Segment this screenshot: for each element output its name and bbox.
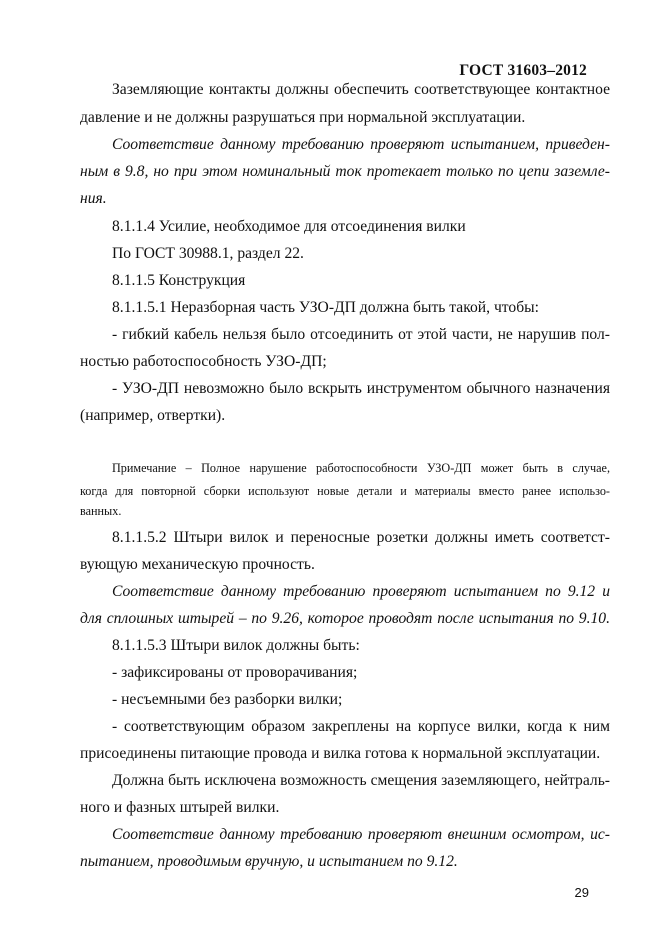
text-line: ного и фазных штырей вилки.	[80, 799, 280, 816]
text-line: 8.1.1.5.1 Неразборная часть УЗО-ДП должна быть такой, чтобы:	[112, 299, 539, 316]
text-line: 8.1.1.5.3 Штыри вилок должны быть:	[112, 637, 360, 654]
text-line: Заземляющие контакты должны обеспечить соответствующее контактное	[112, 81, 610, 98]
page-number: 29	[574, 885, 589, 900]
text-line: - УЗО-ДП невозможно было вскрыть инструментом обычного назначения	[112, 380, 610, 397]
text-line: 8.1.1.5 Конструкция	[112, 272, 246, 289]
text-line: присоединены питающие провода и вилка готова к нормальной эксплуатации.	[80, 745, 601, 762]
text-line: - зафиксированы от проворачивания;	[112, 664, 358, 681]
text-line: - соответствующим образом закреплены на корпусе вилки, когда к ним	[112, 718, 610, 735]
text-line: ностью работоспособность УЗО-ДП;	[80, 353, 327, 370]
text-line: вующую механическую прочность.	[80, 556, 315, 573]
text-line: Соответствие данному требованию проверяют испытанием, приведен-	[112, 136, 610, 153]
note-line: ванных.	[80, 504, 122, 518]
text-line: 8.1.1.4 Усилие, необходимое для отсоединения вилки	[112, 218, 466, 235]
text-line: ным в 9.8, но при этом номинальный ток протекает только по цепи заземле-	[80, 163, 610, 180]
text-line: Соответствие данному требованию проверяют внешним осмотром, ис-	[112, 826, 610, 843]
text-line: ния.	[80, 190, 107, 207]
text-line: давление и не должны разрушаться при нормальной эксплуатации.	[80, 109, 526, 126]
text-line: По ГОСТ 30988.1, раздел 22.	[112, 245, 304, 262]
text-line: Соответствие данному требованию проверяют испытанием по 9.12 и	[112, 583, 610, 600]
note-line: когда для повторной сборки используют новые детали и материалы вместо ранее использо-	[80, 484, 610, 498]
text-line: - несъемными без разборки вилки;	[112, 691, 343, 708]
text-line: для сплошных штырей – по 9.26, которое проводят после испытания по 9.10.	[80, 610, 610, 627]
text-line: Должна быть исключена возможность смещения заземляющего, нейтраль-	[112, 772, 610, 789]
text-line: - гибкий кабель нельзя было отсоединить от этой части, не нарушив пол-	[112, 326, 610, 343]
text-line: (например, отвертки).	[80, 407, 226, 424]
note-line: Примечание – Полное нарушение работоспособности УЗО-ДП может быть в случае,	[112, 461, 610, 475]
standard-header: ГОСТ 31603–2012	[459, 62, 587, 79]
text-line: пытанием, проводимым вручную, и испытанием по 9.12.	[80, 853, 458, 870]
text-line: 8.1.1.5.2 Штыри вилок и переносные розетки должны иметь соответст-	[112, 529, 610, 546]
